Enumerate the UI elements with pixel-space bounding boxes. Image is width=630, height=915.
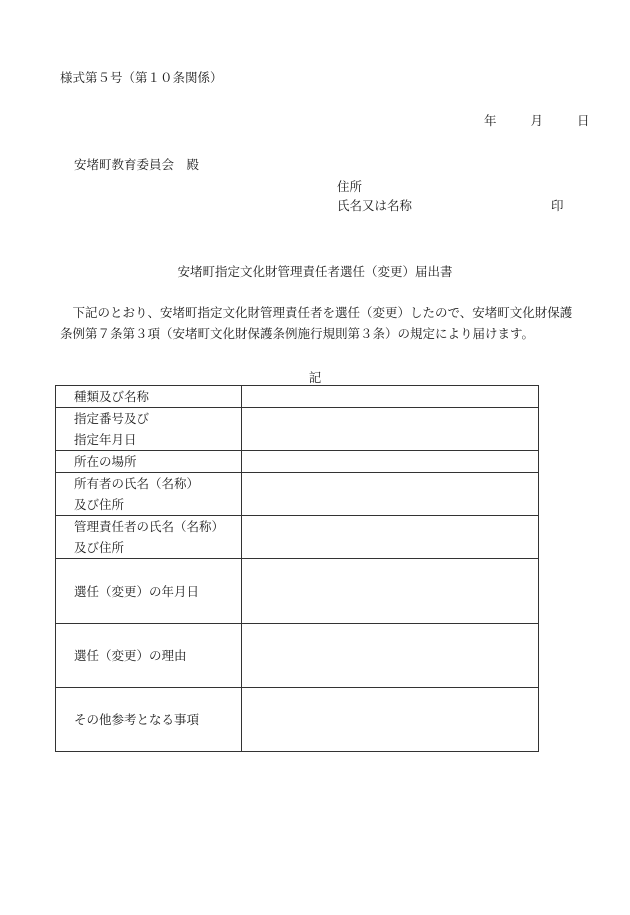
row-value-cell[interactable] xyxy=(242,559,539,624)
body-line-2: 条例第７条第３項（安堵町文化財保護条例施行規則第３条）の規定により届けます。 xyxy=(60,326,535,341)
row-label: 所在の場所 xyxy=(56,451,242,473)
row-label: 指定番号及び 指定年月日 xyxy=(56,408,242,451)
body-line-1: 下記のとおり、安堵町指定文化財管理責任者を選任（変更）したので、安堵町文化財保護 xyxy=(60,305,573,320)
ki-heading: 記 xyxy=(308,370,322,385)
addressee: 安堵町教育委員会 殿 xyxy=(74,157,200,172)
row-label: 管理責任者の氏名（名称） 及び住所 xyxy=(56,516,242,559)
name-label: 氏名又は名称 xyxy=(337,198,413,213)
row-label: 種類及び名称 xyxy=(56,386,242,408)
table-row xyxy=(56,386,539,408)
row-value-cell[interactable] xyxy=(242,451,539,473)
date-day: 日 xyxy=(576,113,590,128)
row-label: その他参考となる事項 xyxy=(56,688,242,752)
row-label: 所有者の氏名（名称） 及び住所 xyxy=(56,473,242,516)
table-row xyxy=(56,624,539,688)
row-label: 選任（変更）の年月日 xyxy=(56,559,242,624)
address-label: 住所 xyxy=(337,179,363,194)
table-row xyxy=(56,516,539,559)
body-text xyxy=(60,302,580,344)
seal-mark: 印 xyxy=(551,198,564,213)
table-row xyxy=(56,559,539,624)
date-month: 月 xyxy=(530,113,543,128)
table-row xyxy=(56,473,539,516)
row-value-cell[interactable] xyxy=(242,516,539,559)
table-row xyxy=(56,688,539,752)
date-line xyxy=(484,111,589,129)
row-value-cell[interactable] xyxy=(242,624,539,688)
table-row xyxy=(56,451,539,473)
row-value-cell[interactable] xyxy=(242,386,539,408)
row-label: 選任（変更）の理由 xyxy=(56,624,242,688)
date-year: 年 xyxy=(484,113,497,128)
table-row xyxy=(56,408,539,451)
form-table xyxy=(55,385,539,752)
form-number: 様式第５号（第１０条関係） xyxy=(60,70,223,85)
row-value-cell[interactable] xyxy=(242,473,539,516)
document-title: 安堵町指定文化財管理責任者選任（変更）届出書 xyxy=(177,264,453,279)
row-value-cell[interactable] xyxy=(242,688,539,752)
row-value-cell[interactable] xyxy=(242,408,539,451)
